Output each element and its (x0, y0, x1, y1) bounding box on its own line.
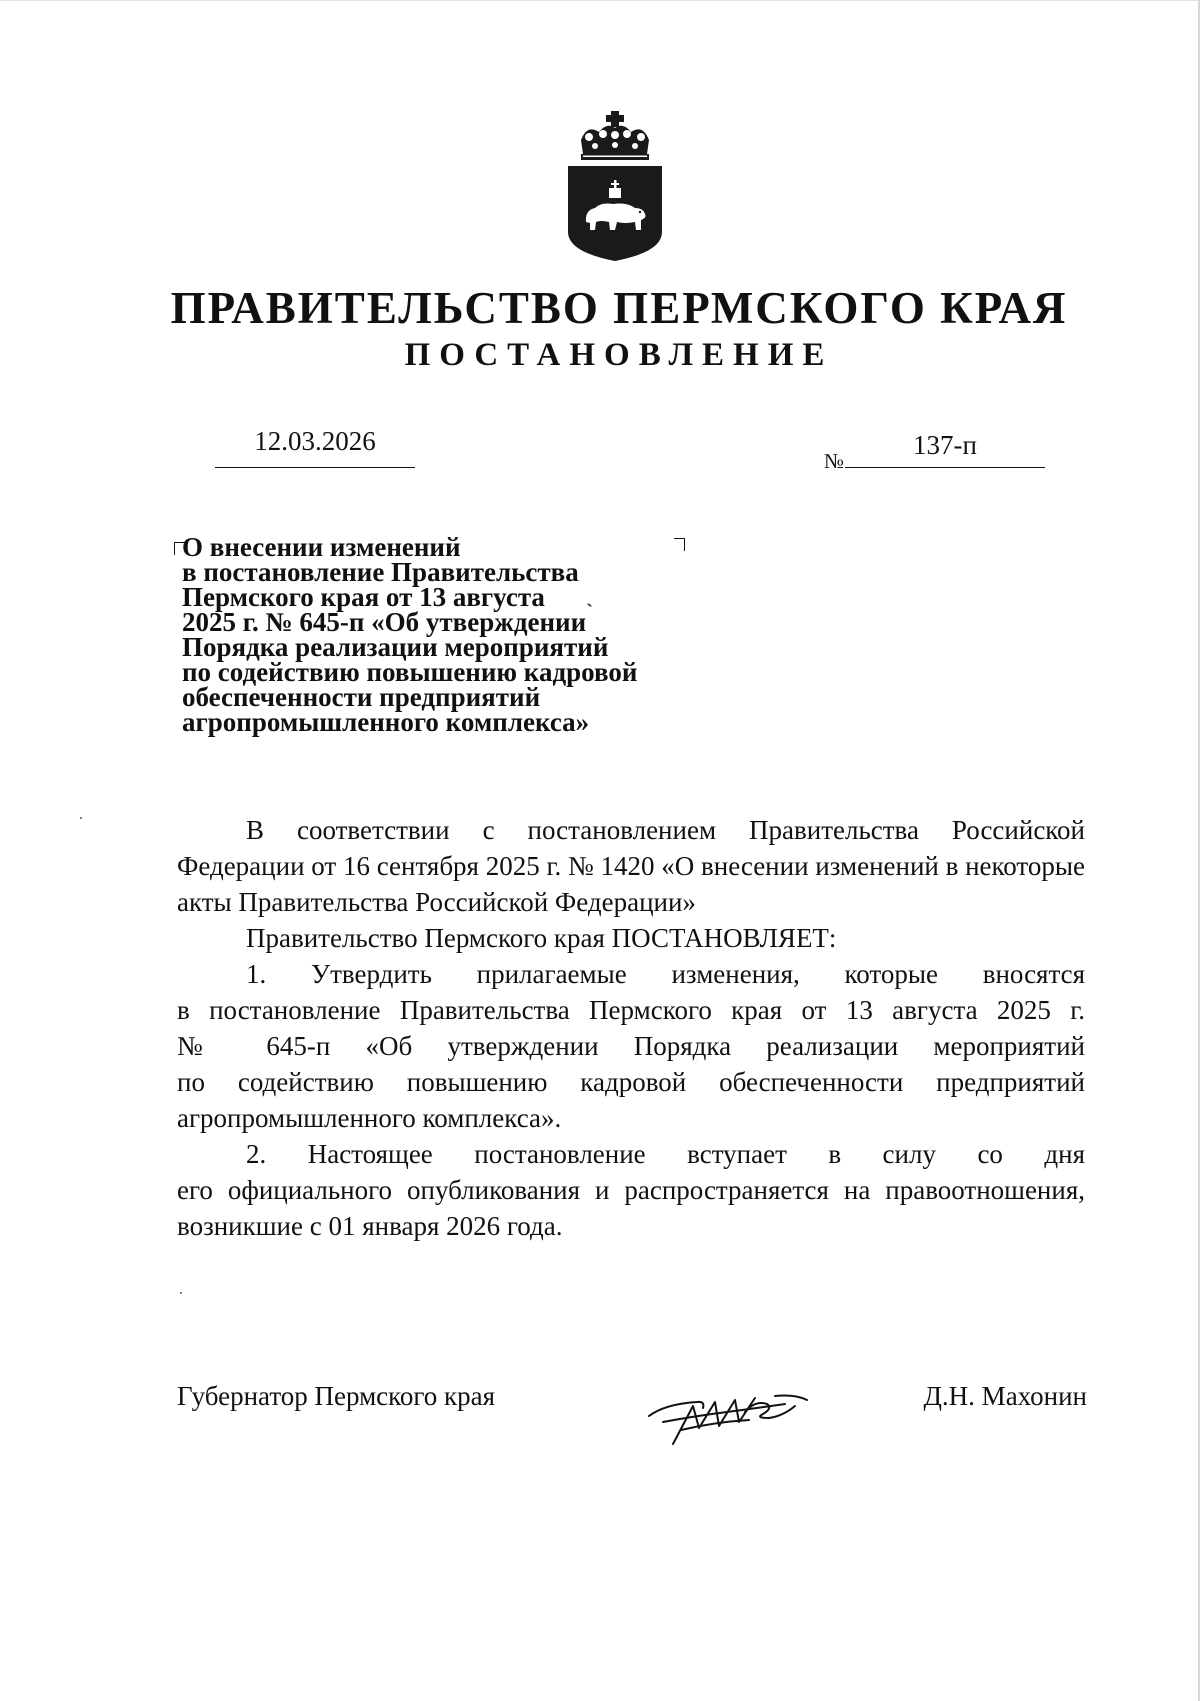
document-date: 12.03.2026 (215, 426, 415, 468)
coat-of-arms-icon (565, 110, 665, 262)
item-2-paragraph (177, 1136, 1085, 1244)
scan-edge-top (0, 0, 1200, 1)
subject-line: по содействию повышению кадровой (182, 657, 638, 687)
item-1-line: по содействию повышению кадровой обеспеченности предприятий (177, 1067, 1085, 1097)
subject-line: обеспеченности предприятий (182, 682, 541, 712)
item-1-line: 1. Утвердить прилагаемые изменения, которые вносятся (246, 959, 1085, 989)
subject-line: в постановление Правительства (182, 557, 579, 587)
scan-speck (80, 817, 82, 819)
subject-line: агропромышленного комплекса» (182, 707, 590, 737)
document-body (177, 812, 1085, 1244)
number-sign: № (824, 449, 845, 473)
handwritten-signature (645, 1382, 815, 1452)
organization-title: ПРАВИТЕЛЬСТВО ПЕРМСКОГО КРАЯ (170, 283, 1068, 333)
item-1-line: в постановление Правительства Пермского края от 13 августа 2025 г. (177, 995, 1085, 1025)
item-1-line: № 645-п «Об утверждении Порядка реализации мероприятий (177, 1031, 1085, 1061)
item-2-line: 2. Настоящее постановление вступает в силу со дня (246, 1139, 1085, 1169)
subject-line: О внесении изменений (182, 532, 461, 562)
resolves-paragraph: Правительство Пермского края ПОСТАНОВЛЯЕТ: (246, 923, 837, 953)
subject-line: Порядка реализации мероприятий (182, 632, 609, 662)
preamble-paragraph: В соответствии с постановлением Правительства Российской Федерации от 16 сентября 2025 г. № 1420 «О внесении изменений в некоторые акты Правительства Российской Федерации» (177, 815, 1085, 917)
item-1-line: агропромышленного комплекса». (177, 1103, 562, 1133)
document-number: 137-п (845, 430, 1045, 468)
subject-line: 2025 г. № 645-п «Об утверждении (182, 607, 587, 637)
item-2-line: его официального опубликования и распространяется на правоотношения, (177, 1175, 1085, 1205)
document-subject (182, 532, 702, 737)
subject-line: Пермского края от 13 августа (182, 582, 545, 612)
scan-speck (180, 1292, 182, 1294)
item-1-paragraph (177, 956, 1085, 1136)
document-type: ПОСТАНОВЛЕНИЕ (404, 337, 834, 373)
signatory-position: Губернатор Пермского края (177, 1381, 496, 1411)
signatory-name: Д.Н. Махонин (923, 1381, 1087, 1411)
item-2-line: возникшие с 01 января 2026 года. (177, 1211, 563, 1241)
